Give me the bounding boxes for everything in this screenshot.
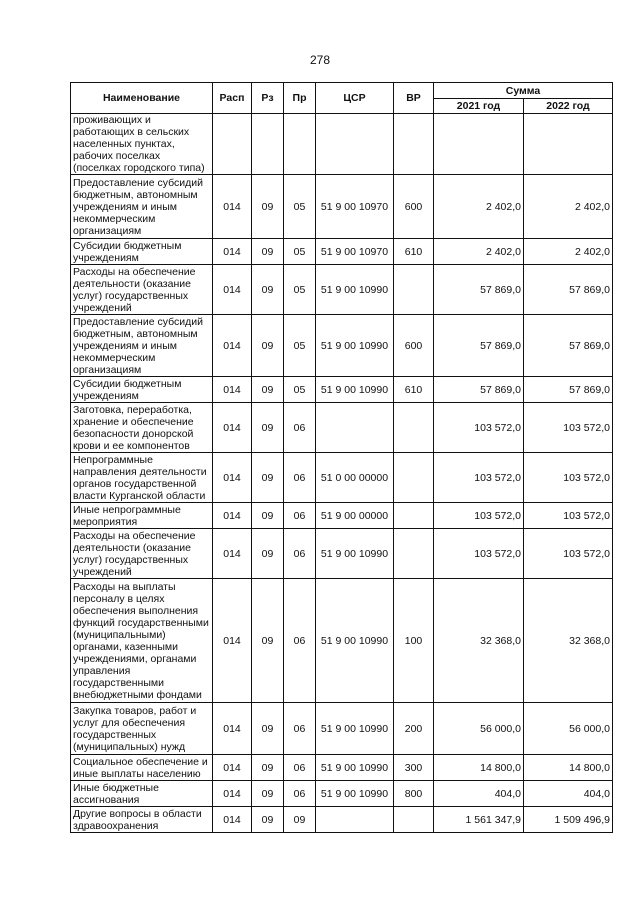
row-name: Иные непрограммные мероприятия: [71, 503, 213, 529]
row-pr: 05: [284, 265, 316, 315]
row-vr: [394, 114, 434, 175]
row-rz: 09: [252, 807, 284, 833]
row-sum-2021: 103 572,0: [434, 403, 524, 453]
row-name: проживающих и работающих в сельских населенных пунктах, рабочих поселках (поселках городского типа): [71, 114, 213, 175]
row-pr: 09: [284, 807, 316, 833]
row-pr: 06: [284, 503, 316, 529]
row-sum-2021: [434, 114, 524, 175]
row-rz: 09: [252, 529, 284, 579]
row-vr: 610: [394, 377, 434, 403]
row-csr: 51 9 00 10970: [316, 175, 394, 239]
row-rasp: [213, 114, 252, 175]
row-csr: 51 9 00 10990: [316, 315, 394, 377]
header-sum: Сумма: [434, 83, 613, 99]
table-row: [71, 453, 613, 503]
row-pr: 05: [284, 175, 316, 239]
header-csr: ЦСР: [316, 83, 394, 114]
row-sum-2022: 57 869,0: [524, 315, 613, 377]
row-sum-2021: 56 000,0: [434, 703, 524, 755]
row-sum-2021: 1 561 347,9: [434, 807, 524, 833]
table-row: [71, 703, 613, 755]
row-sum-2021: 404,0: [434, 781, 524, 807]
row-vr: [394, 503, 434, 529]
row-sum-2022: 103 572,0: [524, 453, 613, 503]
row-sum-2021: 57 869,0: [434, 315, 524, 377]
table-row: [71, 265, 613, 315]
row-csr: 51 9 00 10990: [316, 377, 394, 403]
row-pr: 05: [284, 315, 316, 377]
row-rz: 09: [252, 453, 284, 503]
row-csr: 51 9 00 00000: [316, 503, 394, 529]
row-sum-2021: 57 869,0: [434, 377, 524, 403]
row-rasp: 014: [213, 755, 252, 781]
row-pr: 06: [284, 579, 316, 703]
table-row: [71, 579, 613, 703]
row-vr: [394, 403, 434, 453]
row-sum-2021: 32 368,0: [434, 579, 524, 703]
header-rasp: Расп: [213, 83, 252, 114]
row-vr: [394, 807, 434, 833]
table-row: [71, 315, 613, 377]
row-rz: 09: [252, 781, 284, 807]
row-csr: [316, 403, 394, 453]
row-rasp: 014: [213, 703, 252, 755]
row-name: Закупка товаров, работ и услуг для обеспечения государственных (муниципальных) нужд: [71, 703, 213, 755]
table-row: [71, 377, 613, 403]
row-rz: 09: [252, 403, 284, 453]
row-name: Предоставление субсидий бюджетным, автономным учреждениям и иным некоммерческим организациям: [71, 315, 213, 377]
row-name: Субсидии бюджетным учреждениям: [71, 239, 213, 265]
row-name: Субсидии бюджетным учреждениям: [71, 377, 213, 403]
table-row: [71, 114, 613, 175]
table-row: [71, 175, 613, 239]
row-sum-2022: 32 368,0: [524, 579, 613, 703]
row-csr: [316, 114, 394, 175]
row-rz: 09: [252, 579, 284, 703]
header-vr: ВР: [394, 83, 434, 114]
row-rz: 09: [252, 503, 284, 529]
row-name: Заготовка, переработка, хранение и обеспечение безопасности донорской крови и ее компонентов: [71, 403, 213, 453]
row-rz: 09: [252, 377, 284, 403]
row-pr: 06: [284, 529, 316, 579]
row-rz: 09: [252, 755, 284, 781]
row-rasp: 014: [213, 175, 252, 239]
row-csr: 51 0 00 00000: [316, 453, 394, 503]
row-vr: [394, 453, 434, 503]
row-sum-2022: [524, 114, 613, 175]
row-rz: [252, 114, 284, 175]
row-name: Иные бюджетные ассигнования: [71, 781, 213, 807]
row-rasp: 014: [213, 403, 252, 453]
row-rasp: 014: [213, 579, 252, 703]
row-name: Социальное обеспечение и иные выплаты населению: [71, 755, 213, 781]
row-pr: 06: [284, 403, 316, 453]
table-row: [71, 781, 613, 807]
row-csr: 51 9 00 10990: [316, 781, 394, 807]
row-sum-2022: 103 572,0: [524, 403, 613, 453]
row-name: Предоставление субсидий бюджетным, автономным учреждениям и иным некоммерческим организациям: [71, 175, 213, 239]
row-csr: 51 9 00 10990: [316, 579, 394, 703]
row-pr: 06: [284, 453, 316, 503]
header-name: Наименование: [71, 83, 213, 114]
budget-table: [70, 82, 613, 833]
row-name: Расходы на обеспечение деятельности (оказание услуг) государственных учреждений: [71, 529, 213, 579]
row-rz: 09: [252, 703, 284, 755]
row-sum-2021: 103 572,0: [434, 503, 524, 529]
row-sum-2021: 103 572,0: [434, 453, 524, 503]
row-sum-2022: 57 869,0: [524, 377, 613, 403]
row-csr: 51 9 00 10990: [316, 755, 394, 781]
row-vr: [394, 265, 434, 315]
row-sum-2022: 103 572,0: [524, 503, 613, 529]
table-row: [71, 529, 613, 579]
row-sum-2022: 56 000,0: [524, 703, 613, 755]
table-row: [71, 403, 613, 453]
row-csr: 51 9 00 10970: [316, 239, 394, 265]
row-pr: 05: [284, 377, 316, 403]
row-pr: 05: [284, 239, 316, 265]
row-rasp: 014: [213, 503, 252, 529]
row-rasp: 014: [213, 377, 252, 403]
row-sum-2021: 2 402,0: [434, 175, 524, 239]
row-sum-2021: 2 402,0: [434, 239, 524, 265]
row-vr: 200: [394, 703, 434, 755]
row-vr: 610: [394, 239, 434, 265]
table-row: [71, 239, 613, 265]
row-vr: 300: [394, 755, 434, 781]
table-row: [71, 755, 613, 781]
row-vr: 600: [394, 315, 434, 377]
row-vr: 800: [394, 781, 434, 807]
row-rasp: 014: [213, 265, 252, 315]
row-rasp: 014: [213, 781, 252, 807]
row-rasp: 014: [213, 239, 252, 265]
row-sum-2022: 2 402,0: [524, 239, 613, 265]
row-sum-2022: 2 402,0: [524, 175, 613, 239]
row-rz: 09: [252, 239, 284, 265]
row-csr: 51 9 00 10990: [316, 265, 394, 315]
row-pr: 06: [284, 755, 316, 781]
row-sum-2022: 57 869,0: [524, 265, 613, 315]
row-sum-2022: 1 509 496,9: [524, 807, 613, 833]
row-rz: 09: [252, 175, 284, 239]
row-sum-2021: 57 869,0: [434, 265, 524, 315]
row-pr: [284, 114, 316, 175]
table-row: [71, 503, 613, 529]
page-number: 278: [309, 53, 331, 67]
row-sum-2022: 103 572,0: [524, 529, 613, 579]
row-rasp: 014: [213, 315, 252, 377]
row-vr: 100: [394, 579, 434, 703]
row-csr: 51 9 00 10990: [316, 703, 394, 755]
row-vr: 600: [394, 175, 434, 239]
row-csr: 51 9 00 10990: [316, 529, 394, 579]
row-rasp: 014: [213, 453, 252, 503]
row-sum-2022: 14 800,0: [524, 755, 613, 781]
header-pr: Пр: [284, 83, 316, 114]
row-sum-2021: 103 572,0: [434, 529, 524, 579]
row-rz: 09: [252, 315, 284, 377]
row-pr: 06: [284, 703, 316, 755]
row-sum-2021: 14 800,0: [434, 755, 524, 781]
header-year-2022: 2022 год: [524, 99, 613, 114]
table-row: [71, 807, 613, 833]
row-csr: [316, 807, 394, 833]
row-name: Расходы на выплаты персоналу в целях обеспечения выполнения функций государственными (муниципальными) органами, казенными учреждениями, органами управления государственными внебюджетными фондами: [71, 579, 213, 703]
row-vr: [394, 529, 434, 579]
row-name: Непрограммные направления деятельности органов государственной власти Курганской области: [71, 453, 213, 503]
row-rasp: 014: [213, 807, 252, 833]
row-name: Другие вопросы в области здравоохранения: [71, 807, 213, 833]
row-rz: 09: [252, 265, 284, 315]
header-year-2021: 2021 год: [434, 99, 524, 114]
row-name: Расходы на обеспечение деятельности (оказание услуг) государственных учреждений: [71, 265, 213, 315]
row-rasp: 014: [213, 529, 252, 579]
row-sum-2022: 404,0: [524, 781, 613, 807]
row-pr: 06: [284, 781, 316, 807]
header-rz: Рз: [252, 83, 284, 114]
